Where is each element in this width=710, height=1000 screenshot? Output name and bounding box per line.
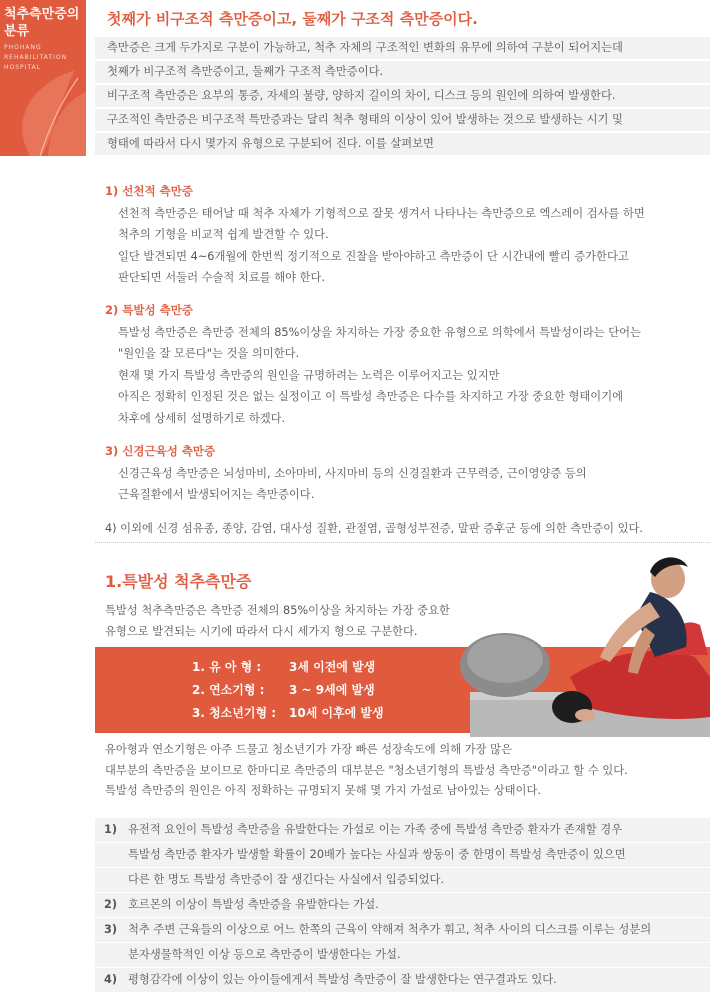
type-list: [192, 656, 384, 725]
section-body: 선천적 측만증은 태어날 때 척추 자체가 기형적으로 잘못 생겨서 나타나는 측만증으로 엑스레이 검사를 하면 척추의 기형을 비교적 쉽게 발견할 수 있다. 일단 발견되면 4~6개월에 한번씩 정기적으로 진찰을 받아야하고 측만증이 단 시간내에 빨리 증가한다고 판단되면 서둘러 수술적 치료를 해야 한다.: [118, 206, 645, 284]
intro-bar: 첫째가 비구조적 측만증이고, 둘째가 구조적 측만증이다.: [95, 61, 710, 83]
therapy-photo: [450, 547, 710, 737]
section-congenital: [105, 181, 710, 289]
idiopathic-heading: 1.특발성 척추측만증: [105, 572, 252, 591]
list-item: 1) 유전적 요인이 특발성 측만증을 유발한다는 가설로 이는 가족 중에 특발성 측만증 환자가 존재할 경우: [95, 818, 710, 842]
intro-bar: 비구조적 측만증은 요부의 통증, 자세의 불량, 양하지 길이의 차이, 디스크 등의 원인에 의하여 발생한다.: [95, 85, 710, 107]
list-item: 3) 척추 주변 근육들의 이상으로 어느 한쪽의 근육이 약해져 척추가 휘고, 척추 사이의 디스크를 이루는 성분의: [95, 918, 710, 942]
idiopathic-paragraph: 유아형과 연소기형은 아주 드물고 청소년기가 가장 빠른 성장속도에 의해 가장 많은 대부분의 측만증을 보이므로 한마디로 측만증의 대부분은 "청소년기형의 특발성 측만증"이라고 할 수 있다. 특발성 측만증의 원인은 아직 정확하는 규명되지 못해 몇 가지 가설로 남아있는 상태이다.: [105, 743, 628, 797]
sidebar-title-block: [0, 0, 86, 156]
type-item: 1. 유 아 형 : 3세 이전에 발생: [192, 660, 376, 674]
list-item: 다른 한 명도 특발성 측만증이 잘 생긴다는 사실에서 입증되었다.: [95, 868, 710, 892]
type-item: 3. 청소년기형 : 10세 이후에 발생: [192, 706, 384, 720]
list-item: 특발성 측만증 환자가 발생할 확률이 20배가 높다는 사실과 쌍동이 중 한명이 특발성 측만증이 있으면: [95, 843, 710, 867]
section-title: 3) 신경근육성 측만증: [105, 444, 216, 458]
other-causes-line: 4) 이외에 신경 섬유종, 종양, 감염, 대사성 질환, 관절염, 골형성부전증, 말판 증후군 등에 의한 측만증이 있다.: [105, 522, 644, 535]
section-body: 신경근육성 측만증은 뇌성마비, 소아마비, 사지마비 등의 신경질환과 근무력증, 근이영양증 등의 근육질환에서 발생되어지는 측만증이다.: [118, 466, 587, 501]
intro-bar: 구조적인 측만증은 비구조적 특만증과는 달리 척추 형태의 이상이 있어 발생하는 것으로 발생하는 시기 및: [95, 109, 710, 131]
section-title: 2) 특발성 측만증: [105, 303, 193, 317]
intro-bars: [95, 37, 710, 157]
idiopathic-intro: 특발성 척추측만증은 측만증 전체의 85%이상을 차지하는 가장 중요한 유형으로 발견되는 시기에 따라서 다시 세가지 형으로 구분한다.: [105, 604, 450, 638]
section-neuromuscular: [105, 441, 710, 506]
intro-bar: 형태에 따라서 다시 몇가지 유형으로 구분되어 진다. 이를 살펴보면: [95, 133, 710, 155]
intro-bar: 측만증은 크게 두가지로 구분이 가능하고, 척추 자체의 구조적인 변화의 유무에 의하여 구분이 되어지는데: [95, 37, 710, 59]
list-item: 2) 호르몬의 이상이 특발성 측만증을 유발한다는 가설.: [95, 893, 710, 917]
section-idiopathic: [105, 300, 710, 429]
sidebar-subtitle: PHOHANG REHABILITATION HOSPITAL: [4, 44, 68, 71]
list-item: 4) 평형감각에 이상이 있는 아이들에게서 특발성 측만증이 잘 발생한다는 연구결과도 있다.: [95, 968, 710, 992]
page-heading: 첫째가 비구조적 측만증이고, 둘째가 구조적 측만증이다.: [107, 10, 478, 28]
section-body: 특발성 측만증은 측만증 전체의 85%이상을 차지하는 가장 중요한 유형으로 의학에서 특발성이라는 단어는 "원인을 잘 모른다"는 것을 의미한다. 현재 몇 가지 특발성 측만증의 원인을 규명하려는 노력은 이루어지고는 있지만 아직은 정확히 인정된 것은 없는 실정이고 이 특발성 측만증은 다수를 차지하고 가장 중요한 형태이기에 차후에 상세히 설명하기로 하겠다.: [118, 325, 641, 425]
section-title: 1) 선천적 측만증: [105, 184, 193, 198]
sidebar-title: 척추측만증의 분류: [4, 7, 80, 39]
list-item: 분자생물학적인 이상 등으로 측만증이 발생한다는 가설.: [95, 943, 710, 967]
hypothesis-list: [95, 818, 710, 993]
type-item: 2. 연소기형 : 3 ~ 9세에 발생: [192, 683, 375, 697]
divider: [95, 542, 710, 543]
